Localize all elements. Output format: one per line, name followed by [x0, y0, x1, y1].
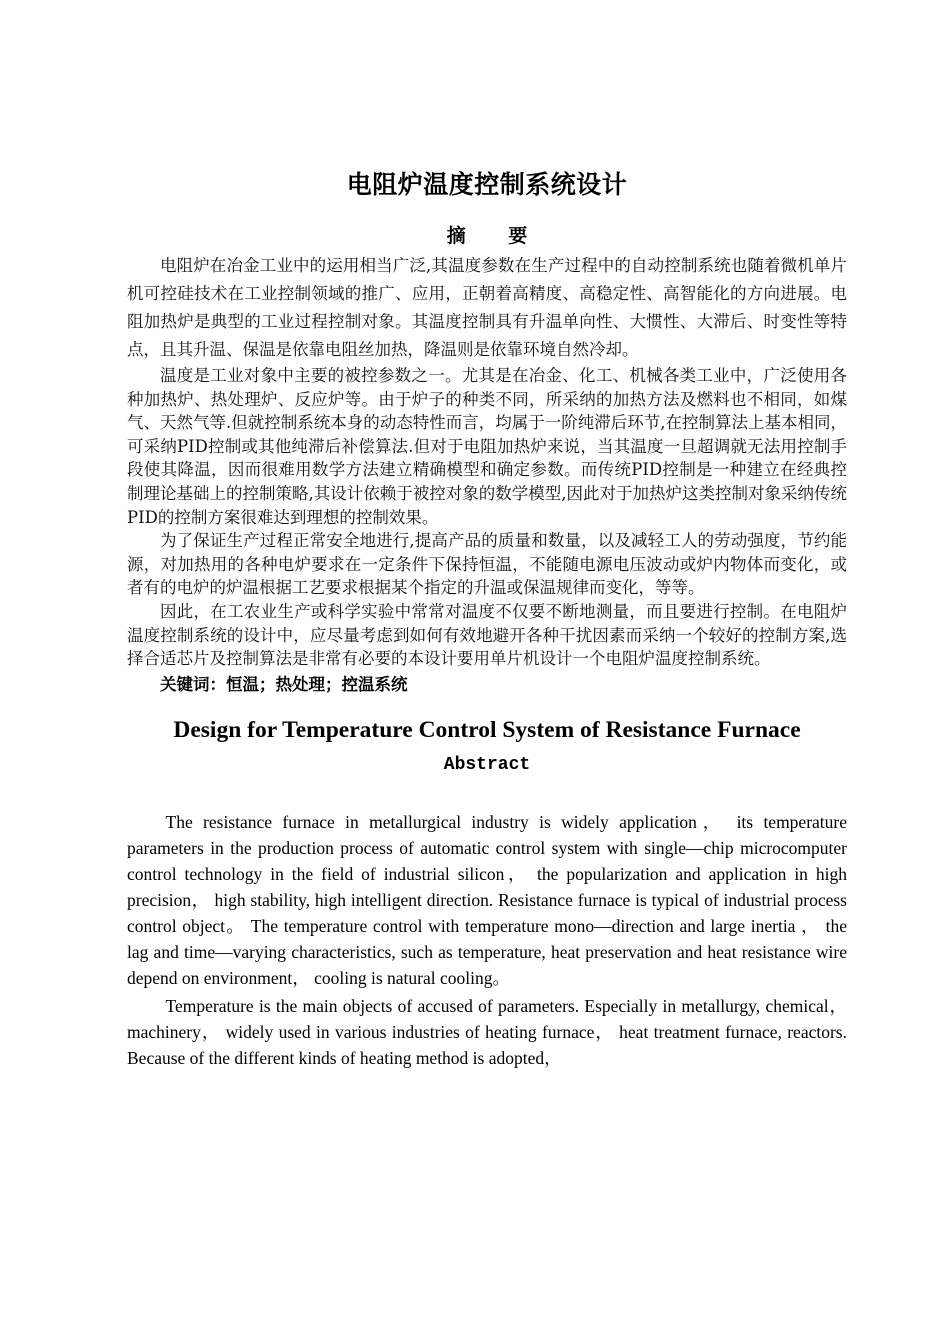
chinese-abstract-paragraph: 电阻炉在冶金工业中的运用相当广泛,其温度参数在生产过程中的自动控制系统也随着微机单片机可控硅技术在工业控制领域的推广、应用，正朝着高精度、高稳定性、高智能化的方向进展。电阻加热炉是典型的工业过程控制对象。其温度控制具有升温单向性、大惯性、大滞后、时变性等特点，且其升温、保温是依靠电阻丝加热，降温则是依靠环境自然冷却。 [127, 256, 847, 359]
chinese-title: 电阻炉温度控制系统设计 [346, 170, 628, 199]
english-title: Design for Temperature Control System of Resistance Furnace [173, 716, 801, 743]
chinese-abstract-paragraph: 因此，在工农业生产或科学实验中常常对温度不仅要不断地测量，而且要进行控制。在电阻炉温度控制系统的设计中，应尽量考虑到如何有效地避开各种干扰因素而采纳一个较好的控制方案,选择合适芯片及控制算法是非常有必要的本设计要用单片机设计一个电阻炉温度控制系统。 [127, 601, 847, 669]
english-abstract-heading: Abstract [443, 754, 531, 775]
chinese-abstract-paragraph: 为了保证生产过程正常安全地进行,提高产品的质量和数量，以及减轻工人的劳动强度，节约能源，对加热用的各种电炉要求在一定条件下保持恒温，不能随电源电压波动或炉内物体而变化，或者有的电炉的炉温根据工艺要求根据某个指定的升温或保温规律而变化，等等。 [127, 531, 847, 598]
english-abstract-paragraph: The resistance furnace in metallurgical industry is widely application， its temperature parameters in the production process of automatic control system with single—chip microcomputer control technology in the field of industrial silicon， the popularization and application in high precision， high stability, high intelligent direction. Resistance furnace is typical of industrial process control object。 The temperature control with temperature mono—direction and large inertia ， the lag and time—varying characteristics, such as temperature, heat preservation and heat resistance wire depend on environment， cooling is natural cooling。 [127, 811, 847, 988]
document-page [127, 160, 847, 1071]
chinese-abstract-paragraph: 温度是工业对象中主要的被控参数之一。尤其是在冶金、化工、机械各类工业中，广泛使用各种加热炉、热处理炉、反应炉等。由于炉子的种类不同，所采纳的加热方法及燃料也不相同，如煤气、天然气等.但就控制系统本身的动态特性而言，均属于一阶纯滞后环节,在控制算法上基本相同，可采纳PID控制或其他纯滞后补偿算法.但对于电阻加热炉来说，当其温度一旦超调就无法用控制手段使其降温，因而很难用数学方法建立精确模型和确定参数。而传统PID控制是一种建立在经典控制理论基础上的控制策略,其设计依赖于被控对象的数学模型,因此对于加热炉这类控制对象采纳传统PID的控制方案很难达到理想的控制效果。 [127, 366, 847, 527]
english-abstract-paragraph: Temperature is the main objects of accused of parameters. Especially in metallurgy, chemical， machinery， widely used in various industries of heating furnace， heat treatment furnace, reactors. Because of the different kinds of heating method is adopted， [127, 995, 847, 1068]
chinese-abstract-heading: 摘 要 [446, 225, 546, 247]
chinese-keywords: 关键词：恒温；热处理；控温系统 [160, 674, 408, 694]
